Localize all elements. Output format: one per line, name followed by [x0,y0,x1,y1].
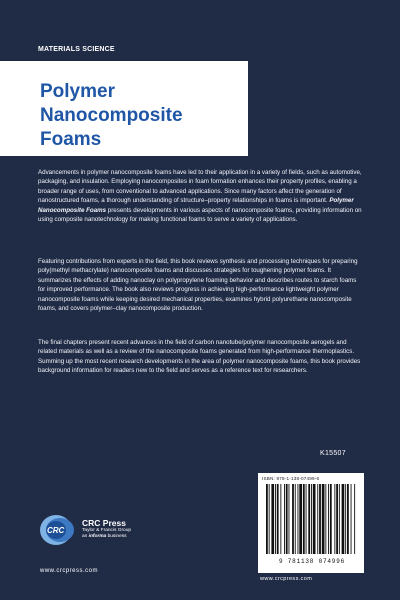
website-url-left: www.crcpress.com [40,568,99,574]
barcode-bar [292,484,294,554]
barcode-bar [286,484,288,554]
barcode-icon [264,484,360,556]
barcode-bar [308,484,310,554]
barcode-bar [275,484,276,554]
description-paragraph-1 [38,168,364,225]
business-suffix: business [106,534,127,539]
barcode-bar [354,484,355,554]
barcode-bar [347,484,349,554]
barcode-bar [322,484,325,554]
barcode-bar [342,484,345,554]
category-label: MATERIALS SCIENCE [38,46,115,53]
description-paragraph-2 [38,257,364,314]
business-name: informa [88,534,107,539]
title-line-2: Nanocomposite [40,105,183,126]
publisher-group: Taylor & Francis Group [82,528,132,533]
barcode-bar [303,484,305,554]
barcode-bar [299,484,302,554]
barcode-bar [330,484,332,554]
barcode-bar [336,484,338,554]
barcode-bar [289,484,290,554]
barcode-number: 9 781138 074996 [278,558,345,565]
title-line-3: Foams [40,129,102,150]
paragraph-1-text: Advancements in polymer nanocomposite foams have led to their application in a variety of fields, such as automotive, packaging, and insulation. Employing nanocomposites in foam formation enhances their property profiles, enabling a broader range of uses, from conventional to advanced applications. Since many factors affect the generation of nanostructured foams, a thorough understanding of structure–property relationships in foams is important. [38,169,362,205]
barcode-bar [306,484,307,554]
publisher-business [82,534,127,539]
barcode-bar [298,484,299,554]
barcode-bar [269,484,270,554]
barcode-bar [345,484,346,554]
product-code: K15507 [320,450,346,457]
barcode-bar [311,484,312,554]
description-paragraph-3 [38,338,364,376]
barcode-bar [325,484,326,554]
crc-logo-text: CRC [47,526,65,535]
barcode-bar [313,484,316,554]
book-title-inline: Polymer Nanocomposite Foams [38,197,354,214]
barcode-bar [334,484,335,554]
barcode-bar [277,484,279,554]
paragraph-2-text: Featuring contributions from experts in the field, this book reviews synthesis and processing techniques for preparing poly(methyl methacrylate) nanocomposite foams and discusses strategies for toughening polymer foams. It summarizes the effects of adding nanoclay on polypropylene foaming behavior and describes routes to starch foams for improved performance. The book also reviews progress in achieving high-performance lightweight polymer nanocomposite foams while keeping desired mechanical properties, examines hybrid polyurethane nanocomposite foams, and covers polymer–clay nanocomposite production. [38,258,358,313]
website-url-right: www.crcpress.com [260,576,313,582]
isbn-label: ISBN: 978-1-138-07499-6 [262,476,320,481]
barcode-bar [319,484,321,554]
barcode-bar [280,484,281,554]
barcode-bar [328,484,329,554]
barcode-bar [295,484,296,554]
publisher-name: CRC Press [82,518,126,528]
paragraph-1-rest: presents developments in various aspects of nanocomposite foams, providing information on using composite nanotechnology for making functional foams to serve a variety of applications. [38,206,362,224]
business-prefix: an [82,534,89,539]
barcode-bar [266,484,268,554]
barcode-bar [317,484,318,554]
crc-logo-icon [38,512,78,548]
title-line-1: Polymer [40,81,115,102]
barcode-bar [284,484,285,554]
paragraph-3-text: The final chapters present recent advances in the field of carbon nanotube/polymer nanocomposite aerogels and related materials as well as a review of the nanocomposite foams generated from high-performance thermoplastics. Summing up the most recent research developments in the area of polymer nanocomposite foams, this book provides background information for readers new to the field and serves as a reference text for researchers. [38,339,361,375]
barcode-bar [351,484,352,554]
publisher-block [38,512,178,582]
barcode-bar [339,484,340,554]
barcode-bar [271,484,274,554]
